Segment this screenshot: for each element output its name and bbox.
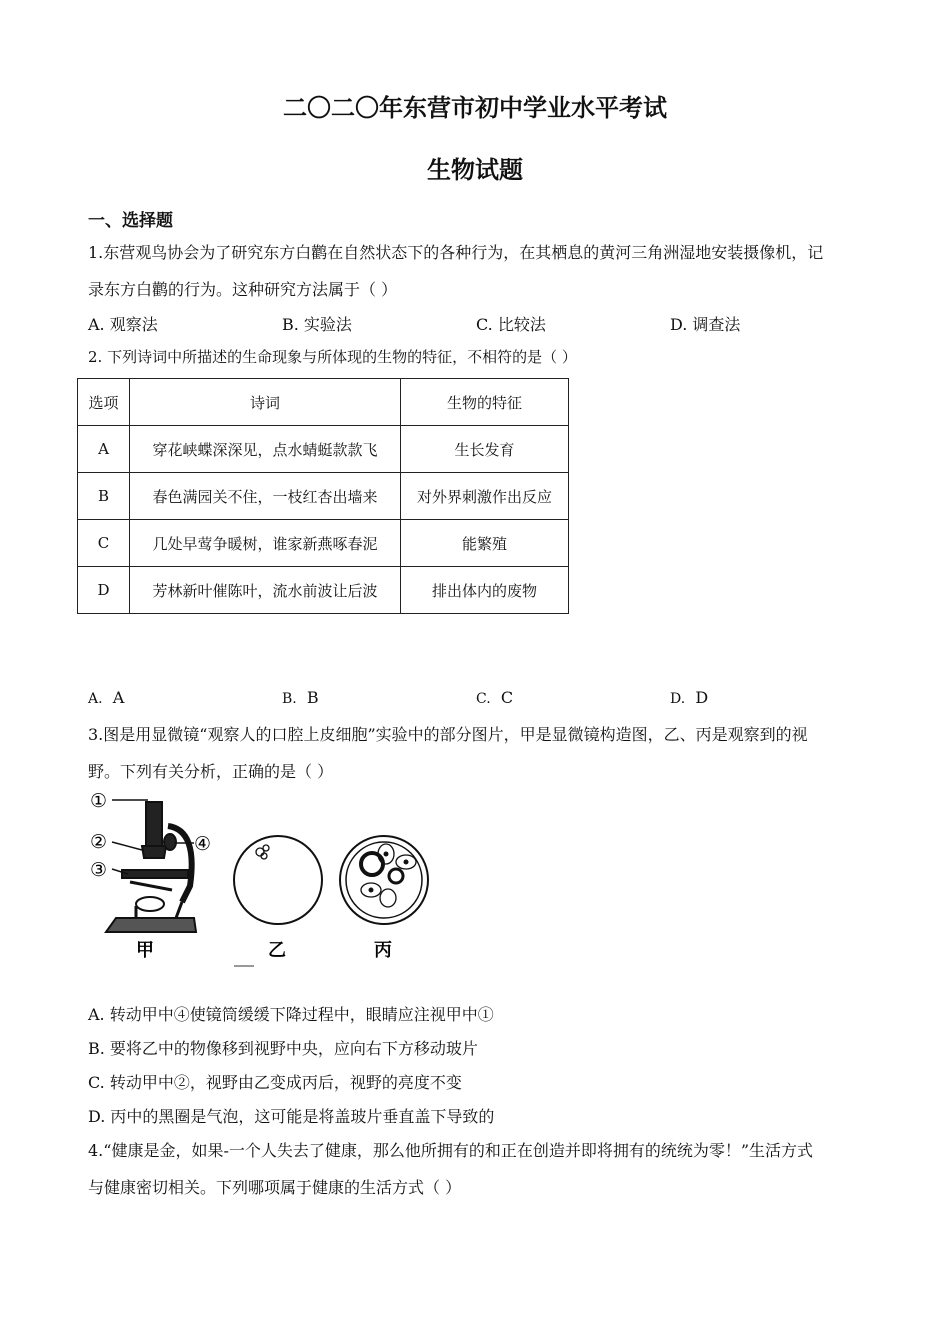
q3-option-b: B. 要将乙中的物像移到视野中央，应向右下方移动玻片: [88, 1039, 478, 1058]
label-bing: 丙: [374, 940, 392, 961]
q2-option-d: [670, 688, 708, 707]
table-cell: 春色满园关不住，一枝红杏出墙来: [130, 473, 401, 520]
option-letter: B.: [282, 691, 297, 707]
option-letter: D.: [670, 691, 686, 707]
marker-2: ②: [90, 831, 108, 853]
q3-option-a: A. 转动甲中④使镜筒缓缓下降过程中，眼睛应注视甲中①: [88, 1005, 494, 1024]
cell-cluster-yi: [256, 845, 269, 859]
q3-stem-line2: 野。下列有关分析，正确的是（ ）: [88, 762, 334, 781]
q1-option-d: D. 调查法: [670, 315, 741, 334]
field-of-view-bing: [340, 836, 428, 924]
table-row: [78, 520, 569, 567]
table-cell: 穿花峡蝶深深见，点水蜻蜓款款飞: [130, 426, 401, 473]
option-value: D: [695, 688, 709, 707]
table-cell: 芳林新叶催陈叶，流水前波让后波: [130, 567, 401, 614]
q2-option-a: [88, 688, 124, 707]
label-jia: 甲: [136, 940, 154, 961]
option-value: A: [112, 688, 125, 707]
table-header-cell: 诗词: [130, 379, 401, 426]
bubbles-and-cells: [361, 844, 416, 907]
q1-option-b: B. 实验法: [282, 315, 352, 334]
table-row: [78, 473, 569, 520]
q4-stem-line2: 与健康密切相关。下列哪项属于健康的生活方式（ ）: [88, 1178, 462, 1197]
table-cell: B: [78, 473, 130, 520]
q3-option-c: C. 转动甲中②，视野由乙变成丙后，视野的亮度不变: [88, 1073, 462, 1092]
table-header-row: [78, 379, 569, 426]
marker-3: ③: [90, 859, 108, 881]
section-heading: 一、选择题: [88, 211, 173, 231]
q4-stem-line1: 4.“健康是金，如果-一个人失去了健康，那么他所拥有的和正在创造并即将拥有的统统为零！”生活方式: [88, 1141, 814, 1160]
q1-option-c: C. 比较法: [476, 315, 546, 334]
marker-4: ④: [194, 833, 212, 855]
table-cell: D: [78, 567, 130, 614]
q1-option-a: A. 观察法: [88, 315, 158, 334]
table-cell: 几处早莺争暖树，谁家新燕啄春泥: [130, 520, 401, 567]
microscope-figure: [86, 786, 446, 970]
table-cell: 排出体内的废物: [401, 567, 569, 614]
microscope-illustration: [106, 802, 196, 932]
q2-table: [77, 378, 569, 614]
table-cell: A: [78, 426, 130, 473]
q2-option-b: [282, 688, 319, 707]
q1-stem-line2: 录东方白鹳的行为。这种研究方法属于（ ）: [88, 280, 398, 299]
field-of-view-yi: [234, 836, 322, 924]
table-cell: 生长发育: [401, 426, 569, 473]
table-header-cell: 生物的特征: [401, 379, 569, 426]
option-value: C: [500, 688, 514, 707]
q3-option-d: D. 丙中的黑圈是气泡，这可能是将盖玻片垂直盖下导致的: [88, 1107, 495, 1126]
table-row: [78, 567, 569, 614]
label-yi: 乙: [268, 940, 286, 961]
exam-title: 二〇二〇年东营市初中学业水平考试: [283, 94, 667, 122]
q3-stem-line1: 3.图是用显微镜“观察人的口腔上皮细胞”实验中的部分图片，甲是显微镜构造图，乙、丙是观察到的视: [88, 725, 808, 744]
table-cell: 对外界刺激作出反应: [401, 473, 569, 520]
q2-option-c: [476, 688, 513, 707]
option-letter: C.: [476, 691, 491, 707]
subject-title: 生物试题: [427, 156, 523, 184]
option-letter: A.: [88, 691, 103, 707]
marker-1: ①: [90, 790, 108, 812]
q2-stem: 2. 下列诗词中所描述的生命现象与所体现的生物的特征，不相符的是（ ）: [88, 348, 577, 366]
table-row: [78, 426, 569, 473]
table-header-cell: 选项: [78, 379, 130, 426]
q1-stem-line1: 1.东营观鸟协会为了研究东方白鹳在自然状态下的各种行为，在其栖息的黄河三角洲湿地安装摄像机，记: [88, 243, 824, 262]
table-cell: 能繁殖: [401, 520, 569, 567]
table-cell: C: [78, 520, 130, 567]
option-value: B: [306, 688, 319, 707]
